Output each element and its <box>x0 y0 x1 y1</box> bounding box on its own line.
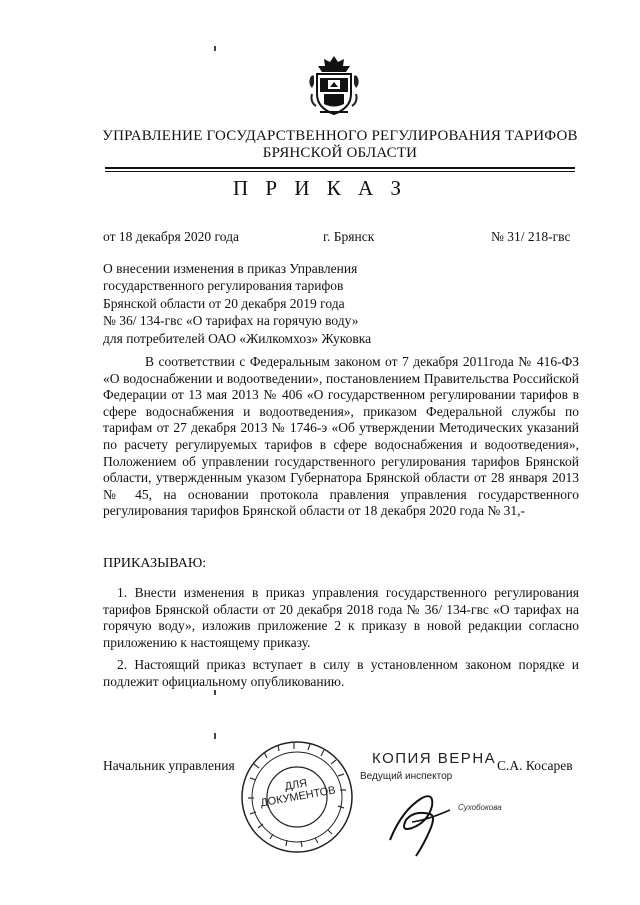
handwritten-signature-icon <box>372 770 462 860</box>
preamble-paragraph: В соответствии с Федеральным законом от 7 декабря 2011года № 416-ФЗ «О водоснабжении и водоотведении», постановлением Правительства Российской Федерации от 13 мая 2013 № 406 «О государственном регулировании тарифов в сфере водоснабжения и водоотведения», приказом Федеральной службы по тарифам от 27 декабря 2013 № 1746-э «Об утверждении Методических указаний по расчету регулируемых тарифов в сфере водоснабжения и водоотведения», Положением об управлении государственного регулирования тарифов Брянской области, утвержденным указом Губернатора Брянской области от 28 января 2013 № 45, на основании протокола правления управления государственного регулирования тарифов Брянской области от 18 декабря 2020 года № 31,- <box>103 354 579 519</box>
coat-of-arms-icon <box>306 54 362 118</box>
scan-speck <box>214 690 216 695</box>
subject-line: Брянской области от 20 декабря 2019 года <box>103 295 345 311</box>
order-date: от 18 декабря 2020 года <box>103 229 239 244</box>
seal-label: ДЛЯ ДОКУМЕНТОВ <box>259 777 337 810</box>
order-item: 2. Настоящий приказ вступает в силу в установленном законом порядке и подлежит официальному опубликованию. <box>103 657 579 689</box>
order-number: № 31/ 218-гвс <box>491 229 571 244</box>
organization-region: БРЯНСКОЙ ОБЛАСТИ <box>262 145 418 161</box>
copy-stamp-role: Ведущий инспектор <box>360 771 453 782</box>
document-title: П Р И К А З <box>233 176 407 200</box>
order-subject <box>103 260 433 347</box>
order-item: 1. Внести изменения в приказ управления государственного регулирования тарифов Брянской области от 20 декабря 2018 года № 36/ 134-гвс «О тарифах на горячую воду», изложив приложение 2 к приказу в новой редакции согласно приложению к настоящему приказу. <box>103 585 579 650</box>
order-directive: ПРИКАЗЫВАЮ: <box>103 556 207 571</box>
subject-line: для потребителей ОАО «Жилкомхоз» Жуковка <box>103 330 372 346</box>
subject-line: государственного регулирования тарифов <box>103 278 344 294</box>
scan-speck <box>214 46 216 51</box>
subject-line: № 36/ 134-гвс «О тарифах на горячую воду» <box>103 313 359 329</box>
header-rule-thin <box>105 171 575 172</box>
scan-speck <box>214 733 216 739</box>
signatory-name: С.А. Косарев <box>497 758 573 773</box>
copy-stamp-label: КОПИЯ ВЕРНА <box>372 750 497 767</box>
subject-line: О внесении изменения в приказ Управления <box>103 261 358 276</box>
organization-name: УПРАВЛЕНИЕ ГОСУДАРСТВЕННОГО РЕГУЛИРОВАНИЯ ТАРИФОВ <box>102 128 578 144</box>
header-rule-thick <box>105 167 575 169</box>
signatory-title: Начальник управления <box>103 758 235 773</box>
order-city: г. Брянск <box>323 229 375 244</box>
copy-stamp-signer: Сухобокова <box>458 803 502 812</box>
